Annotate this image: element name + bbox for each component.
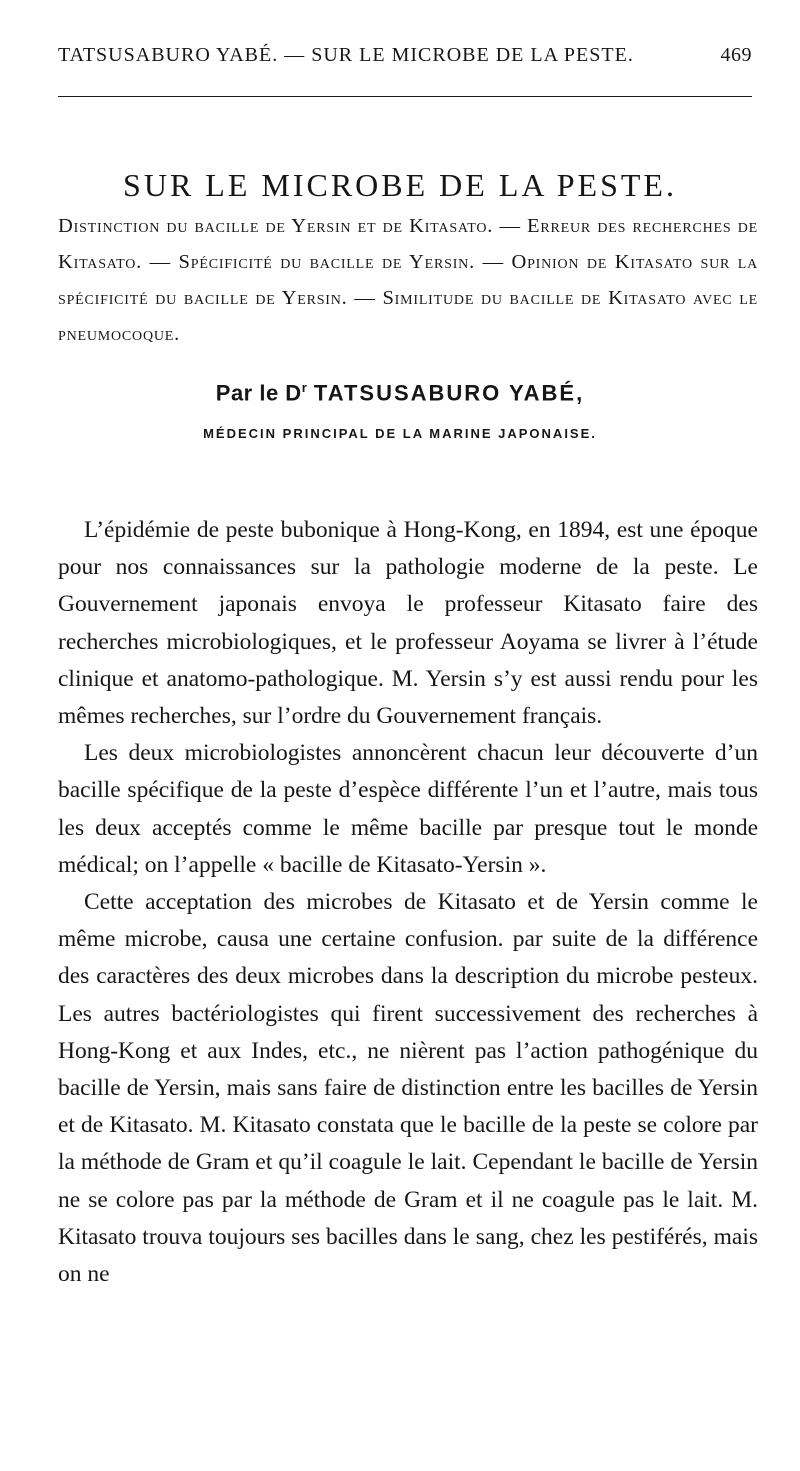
article-body	[58, 512, 758, 1293]
paragraph: Les deux microbiologistes annoncèrent chacun leur découverte d’un bacille spécifique de la peste d’espèce différente l’un et l’autre, mais tous les deux acceptés comme le même bacille par presque tout le monde médical; on l’appelle « bacille de Kitasato-Yersin ».	[58, 740, 758, 878]
article-title: SUR LE MICROBE DE LA PESTE.	[123, 167, 677, 204]
running-title: TATSUSABURO YABÉ. — SUR LE MICROBE DE LA PESTE.	[58, 44, 634, 66]
running-header	[58, 44, 752, 67]
article-summary: Distinction du bacille de Yersin et de Kitasato. — Erreur des recherches de Kitasato. — Spécificité du bacille de Yersin. — Opinion de Kitasato sur la spécificité du bacille de Yersin. — Similitude du bacille de Kitasato avec le pneumocoque.	[58, 215, 758, 345]
author-affiliation: MÉDECIN PRINCIPAL DE LA MARINE JAPONAISE.	[203, 426, 597, 441]
header-rule	[58, 96, 752, 97]
page-number: 469	[720, 44, 752, 66]
byline	[0, 380, 800, 406]
byline-sup: r	[301, 380, 308, 395]
byline-prefix: Par le D	[215, 380, 302, 406]
author-name: TATSUSABURO YABÉ,	[313, 380, 585, 406]
paragraph: L’épidémie de peste bubonique à Hong-Kong, en 1894, est une époque pour nos connaissances sur la pathologie moderne de la peste. Le Gouvernement japonais envoya le professeur Kitasato faire des recherches microbiologiques, et le professeur Aoyama se livrer à l’étude clinique et anatomo-pathologique. M. Yersin s’y est aussi rendu pour les mêmes recherches, sur l’ordre du Gouvernement français.	[58, 517, 758, 730]
paragraph: Cette acceptation des microbes de Kitasato et de Yersin comme le même microbe, causa une certaine confusion. par suite de la différence des caractères des deux microbes dans la description du microbe pesteux. Les autres bactériologistes qui firent successivement des recherches à Hong-Kong et aux Indes, etc., ne nièrent pas l’action pathogénique du bacille de Yersin, mais sans faire de distinction entre les bacilles de Yersin et de Kitasato. M. Kitasato constata que le bacille de la peste se colore par la méthode de Gram et qu’il coagule le lait. Cependant le bacille de Yersin ne se colore pas par la méthode de Gram et il ne coagule pas le lait. M. Kitasato trouva toujours ses bacilles dans le sang, chez les pestiférés, mais on ne	[58, 889, 758, 1288]
